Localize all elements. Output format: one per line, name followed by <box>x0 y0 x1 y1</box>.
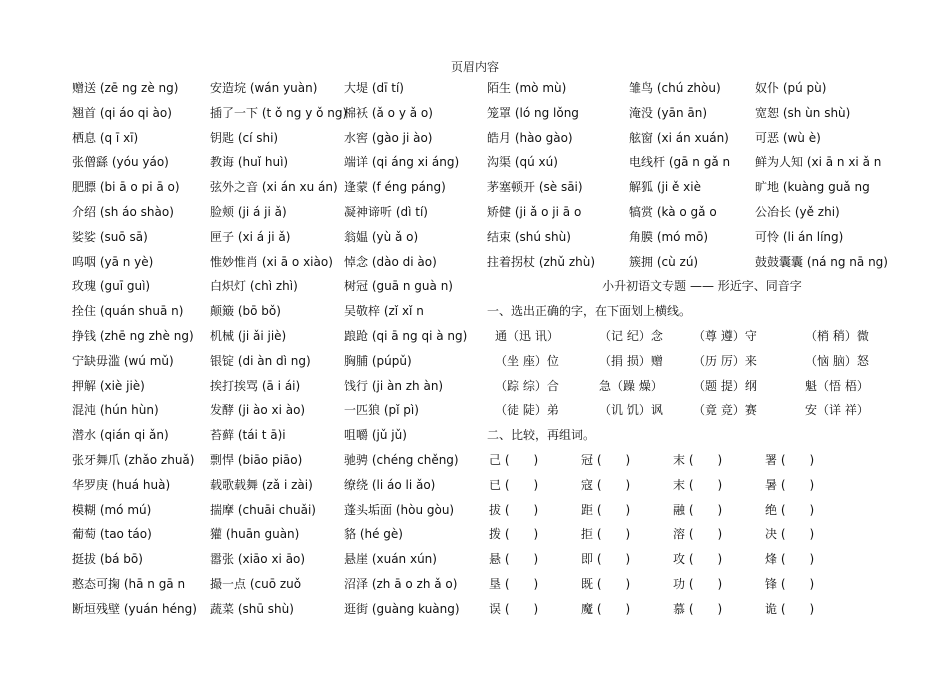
entry-cell: 凝神谛听 (dì tí) <box>344 204 428 219</box>
entry-cell: 宽恕 (sh ùn shù) <box>755 105 851 120</box>
vocab-row <box>72 178 472 203</box>
entry-cell: 电线杆 (gā n gǎ n <box>629 155 731 170</box>
entry-cell: 踉跄 (qi ā ng qi à ng) <box>344 328 468 343</box>
left-column <box>72 79 472 625</box>
entry-cell: 獾 (huān guàn) <box>210 527 300 542</box>
entry-cell: 慕 ( ) <box>673 601 723 616</box>
vocab-row <box>72 377 472 402</box>
entry-cell: 饯行 (ji àn zh àn) <box>344 378 444 393</box>
entry-cell: 逢蒙 (f éng páng) <box>344 180 446 195</box>
entry-cell: 端详 (qi áng xi áng) <box>344 155 460 170</box>
entry-cell: （踪 综）合 <box>495 378 559 393</box>
vocab-row <box>487 153 917 178</box>
entry-cell: 淹没 (yān ān) <box>629 105 708 120</box>
entry-cell: 可怜 (li án líng) <box>755 229 844 244</box>
entry-cell: 介绍 (sh áo shào) <box>72 204 174 219</box>
entry-cell: 已 ( ) <box>489 477 539 492</box>
entry-cell: 绝 ( ) <box>765 502 815 517</box>
vocab-row <box>72 451 472 476</box>
entry-cell: 奴仆 (pú pù) <box>755 81 827 95</box>
vocab-row <box>487 178 917 203</box>
entry-cell: 脸颊 (ji á ji ǎ) <box>210 204 287 219</box>
entry-cell: 张僧繇 (yóu yáo) <box>72 155 169 170</box>
entry-cell: 翁媪 (yù ǎ o) <box>344 229 419 244</box>
entry-cell: 垦 ( ) <box>489 576 539 591</box>
entry-cell: （历 厉）来 <box>693 353 757 368</box>
entry-cell: 棉袄 (ǎ o y ǎ o) <box>344 105 433 120</box>
entry-cell: 载歌载舞 (zǎ i zài) <box>210 477 313 492</box>
vocab-row <box>72 525 472 550</box>
entry-cell: 烽 ( ) <box>765 552 815 567</box>
entry-cell: （记 纪）念 <box>599 328 663 343</box>
entry-cell: 悼念 (dào di ào) <box>344 254 437 269</box>
page-header: 页眉内容 <box>450 60 499 74</box>
compare-row <box>487 575 917 600</box>
entry-cell: 陌生 (mò mù) <box>487 81 567 95</box>
vocab-row <box>487 79 917 104</box>
entry-cell: 皓月 (hào gào) <box>487 130 573 145</box>
entry-cell: 撮一点 (cuō zuǒ <box>210 576 302 591</box>
entry-cell: 憨态可掬 (hā n gā n <box>72 576 186 591</box>
question-two <box>487 426 917 451</box>
entry-cell: （题 提）纲 <box>693 378 757 393</box>
vocab-row <box>72 501 472 526</box>
entry-cell: 宁缺毋滥 (wú mǔ) <box>72 353 174 368</box>
entry-cell: 挺拔 (bá bō) <box>72 552 143 567</box>
question-one-text: 一、选出正确的字，在下面划上横线。 <box>487 304 692 319</box>
entry-cell: 急（躁 燥） <box>599 378 663 393</box>
entry-cell: 混沌 (hún hùn) <box>72 403 159 418</box>
vocab-row <box>72 104 472 129</box>
compare-row <box>487 476 917 501</box>
compare-row <box>487 525 917 550</box>
entry-cell: 貉 (hé gè) <box>344 527 403 542</box>
entry-cell: 咀嚼 (jǔ jǔ) <box>344 428 407 443</box>
entry-cell: 拔 ( ) <box>489 502 539 517</box>
vocab-row <box>72 302 472 327</box>
entry-cell: 弦外之音 (xi án xu án) <box>210 180 338 195</box>
entry-cell: 剽悍 (biāo piāo) <box>210 452 303 467</box>
entry-cell: 暑 ( ) <box>765 477 815 492</box>
entry-cell: 结束 (shú shù) <box>487 229 571 244</box>
vocab-row <box>72 277 472 302</box>
entry-cell: 沼泽 (zh ā o zh ǎ o) <box>344 576 458 591</box>
vocab-row <box>72 203 472 228</box>
entry-cell: 误 ( ) <box>489 601 539 616</box>
entry-cell: 溶 ( ) <box>673 527 723 542</box>
entry-cell: （讥 饥）讽 <box>599 403 663 418</box>
entry-cell: 己 ( ) <box>489 452 539 467</box>
entry-cell: 银锭 (di àn dì ng) <box>210 353 311 368</box>
entry-cell: 教诲 (huǐ huì) <box>210 155 289 170</box>
vocab-row <box>487 228 917 253</box>
entry-cell: 翘首 (qi áo qi ào) <box>72 105 172 120</box>
entry-cell: 一匹狼 (pǐ pì) <box>344 403 419 418</box>
compare-row <box>487 451 917 476</box>
entry-cell: 匣子 (xi á ji ǎ) <box>210 229 291 244</box>
entry-cell: 缭绕 (li áo li ǎo) <box>344 477 436 492</box>
entry-cell: 悬崖 (xuán xún) <box>344 552 437 567</box>
entry-cell: 拴住 (quán shuā n) <box>72 304 184 319</box>
question-one <box>487 302 917 327</box>
entry-cell: （尊 遵）守 <box>693 328 757 343</box>
entry-cell: 即 ( ) <box>581 552 631 567</box>
entry-cell: 押解 (xiè jiè) <box>72 378 145 393</box>
entry-cell: 矫健 (ji ǎ o ji ā o <box>487 204 582 219</box>
entry-cell: 安造垸 (wán yuàn) <box>210 81 318 95</box>
entry-cell: 潜水 (qián qi ǎn) <box>72 428 169 443</box>
entry-cell: 公冶长 (yě zhi) <box>755 204 840 219</box>
entry-cell: 断垣残壁 (yuán héng) <box>72 601 197 616</box>
entry-cell: 角膜 (mó mō) <box>629 229 709 244</box>
entry-cell: 距 ( ) <box>581 502 631 517</box>
entry-cell: （竟 竞）赛 <box>693 403 757 418</box>
entry-cell: 簇拥 (cù zú) <box>629 254 699 269</box>
entry-cell: 呜咽 (yā n yè) <box>72 254 154 269</box>
entry-cell: 钥匙 (cí shi) <box>210 130 279 145</box>
vocab-row <box>72 352 472 377</box>
entry-cell: 鲜为人知 (xi ā n xi ǎ n <box>755 155 882 170</box>
entry-cell: 苔藓 (tái t ā)i <box>210 428 286 443</box>
entry-cell: 发酵 (ji ào xi ào) <box>210 403 306 418</box>
entry-cell: 雏鸟 (chú zhòu) <box>629 81 721 95</box>
entry-cell: 攻 ( ) <box>673 552 723 567</box>
entry-cell: 水窖 (gào ji ào) <box>344 130 433 145</box>
entry-cell: 寇 ( ) <box>581 477 631 492</box>
vocab-row <box>72 153 472 178</box>
entry-cell: 安（详 祥） <box>805 403 869 418</box>
question-two-text: 二、比较，再组词。 <box>487 428 596 443</box>
entry-cell: 揣摩 (chuāi chuǎi) <box>210 502 316 517</box>
vocab-row <box>72 550 472 575</box>
entry-cell: 胸脯 (púpǔ) <box>344 353 412 368</box>
vocab-row <box>487 129 917 154</box>
entry-cell: 决 ( ) <box>765 527 815 542</box>
entry-cell: 模糊 (mó mú) <box>72 502 152 517</box>
entry-cell: 拨 ( ) <box>489 527 539 542</box>
entry-cell: 通（迅 讯） <box>495 328 559 343</box>
entry-cell: 华罗庚 (huá huà) <box>72 477 171 492</box>
vocab-row <box>72 575 472 600</box>
entry-cell: 旷地 (kuàng guǎ ng <box>755 180 870 195</box>
entry-cell: 肥膘 (bi ā o pi ā o) <box>72 180 180 195</box>
entry-cell: 蓬头垢面 (hòu gòu) <box>344 502 455 517</box>
entry-cell: 惟妙惟肖 (xi ā o xiào) <box>210 254 333 269</box>
vocab-row <box>72 327 472 352</box>
entry-cell: 娑娑 (suō sā) <box>72 229 148 244</box>
entry-cell: 挨打挨骂 (ā i ái) <box>210 378 301 393</box>
compare-row <box>487 501 917 526</box>
entry-cell: 蔬菜 (shū shù) <box>210 601 294 616</box>
entry-cell: （捐 损）赠 <box>599 353 663 368</box>
entry-cell: 魁（悟 梧） <box>805 378 869 393</box>
entry-cell: 拒 ( ) <box>581 527 631 542</box>
entry-cell: （坐 座）位 <box>495 353 559 368</box>
vocab-row <box>72 129 472 154</box>
entry-cell: 茅塞顿开 (sè sāi) <box>487 180 583 195</box>
entry-cell: 末 ( ) <box>673 477 723 492</box>
entry-cell: 葡萄 (tao táo) <box>72 527 152 542</box>
entry-cell: 沟渠 (qú xú) <box>487 155 558 170</box>
vocab-row <box>72 253 472 278</box>
entry-cell: 犒赏 (kà o gǎ o <box>629 204 717 219</box>
compare-row <box>487 600 917 625</box>
entry-cell: 融 ( ) <box>673 502 723 517</box>
entry-cell: 逛街 (guàng kuàng) <box>344 601 460 616</box>
entry-cell: 栖息 (q ī xī) <box>72 130 139 145</box>
entry-cell: 舷窗 (xi án xuán) <box>629 130 729 145</box>
entry-cell: 大堤 (dī tí) <box>344 81 404 95</box>
entry-cell: 解狐 (ji ě xiè <box>629 180 701 195</box>
entry-cell: 悬 ( ) <box>489 552 539 567</box>
entry-cell: 冠 ( ) <box>581 452 631 467</box>
vocab-row <box>72 401 472 426</box>
vocab-row <box>72 228 472 253</box>
entry-cell: 机械 (ji ǎi jiè) <box>210 328 287 343</box>
entry-cell: 张牙舞爪 (zhǎo zhuǎ) <box>72 452 195 467</box>
vocab-row <box>72 476 472 501</box>
compare-row <box>487 550 917 575</box>
entry-cell: 诡 ( ) <box>765 601 815 616</box>
entry-cell: 笼罩 (ló ng lǒng <box>487 105 579 120</box>
vocab-row <box>72 600 472 625</box>
entry-cell: （梢 稍）微 <box>805 328 869 343</box>
entry-cell: 驰骋 (chéng chěng) <box>344 452 459 467</box>
entry-cell: 颠簸 (bō bǒ) <box>210 304 281 319</box>
entry-cell: 鼓鼓囊囊 (ná ng nā ng) <box>755 254 888 269</box>
entry-cell: 末 ( ) <box>673 452 723 467</box>
vocab-row <box>487 253 917 278</box>
entry-cell: 吴敬梓 (zǐ xǐ n <box>344 304 424 319</box>
right-column <box>487 79 917 625</box>
entry-cell: （恼 脑）怒 <box>805 353 869 368</box>
vocab-row <box>72 426 472 451</box>
vocab-row <box>487 104 917 129</box>
entry-cell: 嚣张 (xiāo xi āo) <box>210 552 306 567</box>
entry-cell: 锋 ( ) <box>765 576 815 591</box>
entry-cell: 署 ( ) <box>765 452 815 467</box>
entry-cell: 白炽灯 (chì zhì) <box>210 279 298 294</box>
choice-row <box>487 352 917 377</box>
choice-row <box>487 377 917 402</box>
section-title <box>487 277 917 302</box>
entry-cell: （徒 陡）弟 <box>495 403 559 418</box>
entry-cell: 玫瑰 (guī guì) <box>72 279 151 294</box>
entry-cell: 赠送 (zē ng zè ng) <box>72 81 179 95</box>
entry-cell: 可恶 (wù è) <box>755 130 821 145</box>
entry-cell: 拄着拐杖 (zhǔ zhù) <box>487 254 596 269</box>
choice-row <box>487 327 917 352</box>
entry-cell: 挣钱 (zhē ng zhè ng) <box>72 328 194 343</box>
choice-row <box>487 401 917 426</box>
vocab-row <box>72 79 472 104</box>
entry-cell: 树冠 (guā n guà n) <box>344 279 453 294</box>
entry-cell: 功 ( ) <box>673 576 723 591</box>
section-title-text: 小升初语文专题 —— 形近字、同音字 <box>602 279 802 294</box>
entry-cell: 既 ( ) <box>581 576 631 591</box>
vocab-row <box>487 203 917 228</box>
entry-cell: 魔 ( ) <box>581 601 631 616</box>
entry-cell: 插了一下 (t ǒ ng y ǒ ng) <box>210 105 348 120</box>
